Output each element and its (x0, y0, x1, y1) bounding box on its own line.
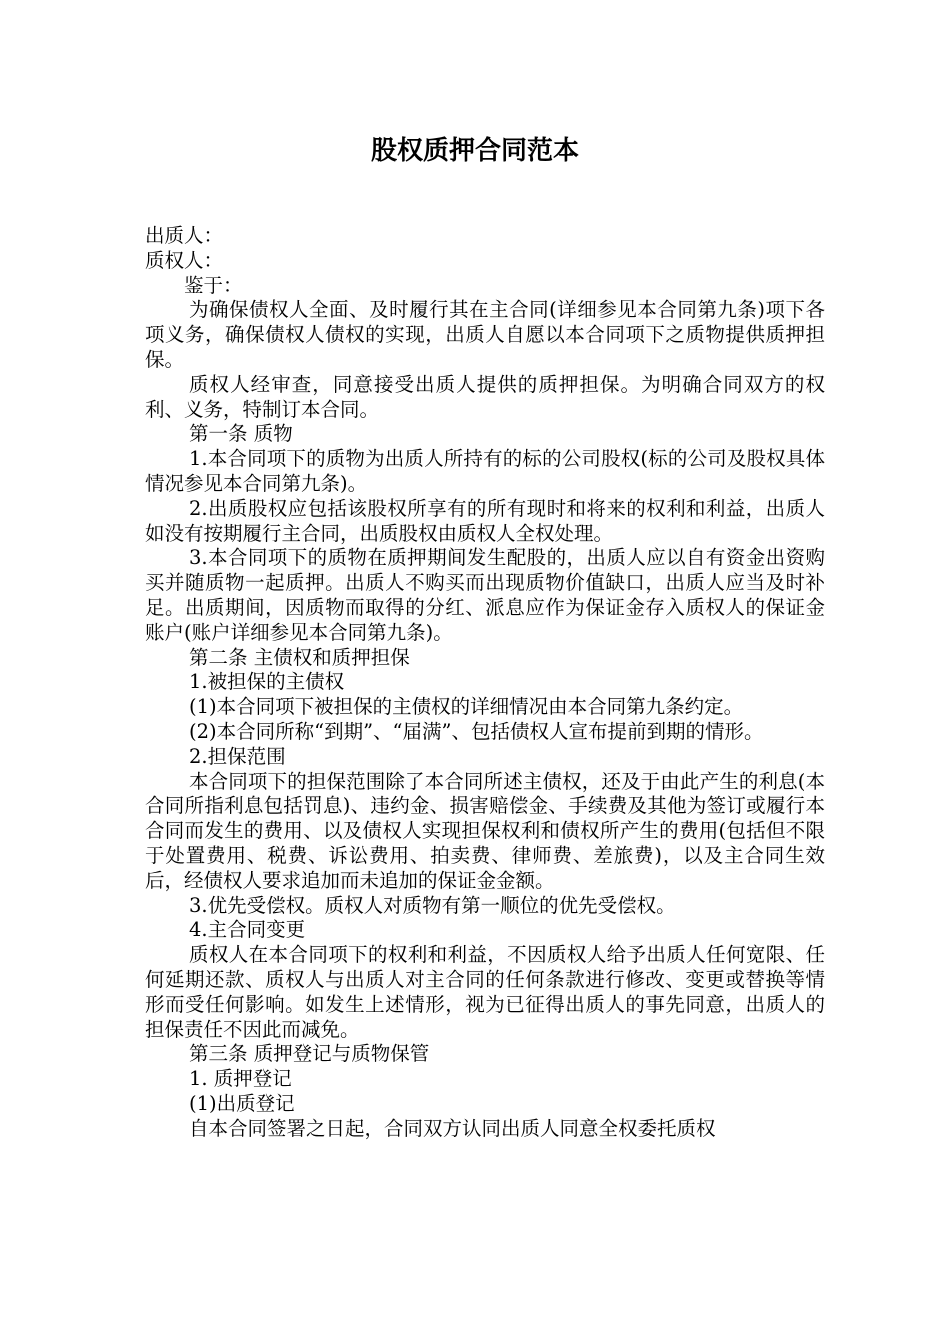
paragraph: 质权人在本合同项下的权利和利益，不因质权人给予出质人任何宽限、任何延期还款、质权人与出质人对主合同的任何条款进行修改、变更或替换等情形而受任何影响。如发生上述情形，视为已征得出质人的事先同意，出质人的担保责任不因此而减免。 (145, 943, 825, 1041)
whereas-line: 鉴于： (184, 273, 243, 297)
article-heading: 第三条 质押登记与质物保管 (189, 1042, 430, 1066)
article-heading: 第一条 质物 (189, 422, 293, 446)
article-heading: 第二条 主债权和质押担保 (189, 645, 410, 669)
paragraph: 3.优先受偿权。质权人对质物有第一顺位的优先受偿权。 (189, 893, 676, 917)
paragraph: 本合同项下的担保范围除了本合同所述主债权，还及于由此产生的利息(本合同所指利息包括罚息)、违约金、损害赔偿金、手续费及其他为签订或履行本合同而发生的费用、以及债权人实现担保权利和债权所产生的费用(包括但不限于处置费用、税费、诉讼费用、拍卖费、律师费、差旅费)，以及主合同生效后，经债权人要求追加而未追加的保证金金额。 (145, 769, 825, 892)
section-heading: 1.被担保的主债权 (189, 670, 345, 694)
document-title: 股权质押合同范本 (370, 136, 579, 166)
paragraph: 质权人经审查，同意接受出质人提供的质押担保。为明确合同双方的权利、义务，特制订本合同。 (145, 372, 825, 421)
paragraph: 3.本合同项下的质物在质押期间发生配股的，出质人应以自有资金出资购买并随质物一起质押。出质人不购买而出现质物价值缺口，出质人应当及时补足。出质期间，因质物而取得的分红、派息应作为保证金存入质权人的保证金账户(账户详细参见本合同第九条)。 (145, 546, 825, 644)
paragraph: (1)本合同项下被担保的主债权的详细情况由本合同第九条约定。 (189, 695, 744, 719)
pledgee-line: 质权人： (145, 248, 224, 272)
paragraph: 1.本合同项下的质物为出质人所持有的标的公司股权(标的公司及股权具体情况参见本合同第九条)。 (145, 447, 825, 495)
paragraph: (2)本合同所称“到期”、“届满”、包括债权人宣布提前到期的情形。 (189, 719, 764, 743)
document-body (145, 224, 825, 1141)
section-heading: 4.主合同变更 (189, 918, 306, 942)
section-heading: (1)出质登记 (189, 1091, 295, 1115)
pledgor-line: 出质人： (145, 224, 224, 247)
paragraph: 为确保债权人全面、及时履行其在主合同(详细参见本合同第九条)项下各项义务，确保债权人债权的实现，出质人自愿以本合同项下之质物提供质押担保。 (145, 298, 825, 371)
paragraph: 2.出质股权应包括该股权所享有的所有现时和将来的权利和利益，出质人如没有按期履行主合同，出质股权由质权人全权处理。 (145, 496, 825, 545)
paragraph: 自本合同签署之日起，合同双方认同出质人同意全权委托质权 (189, 1116, 716, 1140)
section-heading: 1. 质押登记 (189, 1067, 292, 1091)
section-heading: 2.担保范围 (189, 744, 286, 768)
